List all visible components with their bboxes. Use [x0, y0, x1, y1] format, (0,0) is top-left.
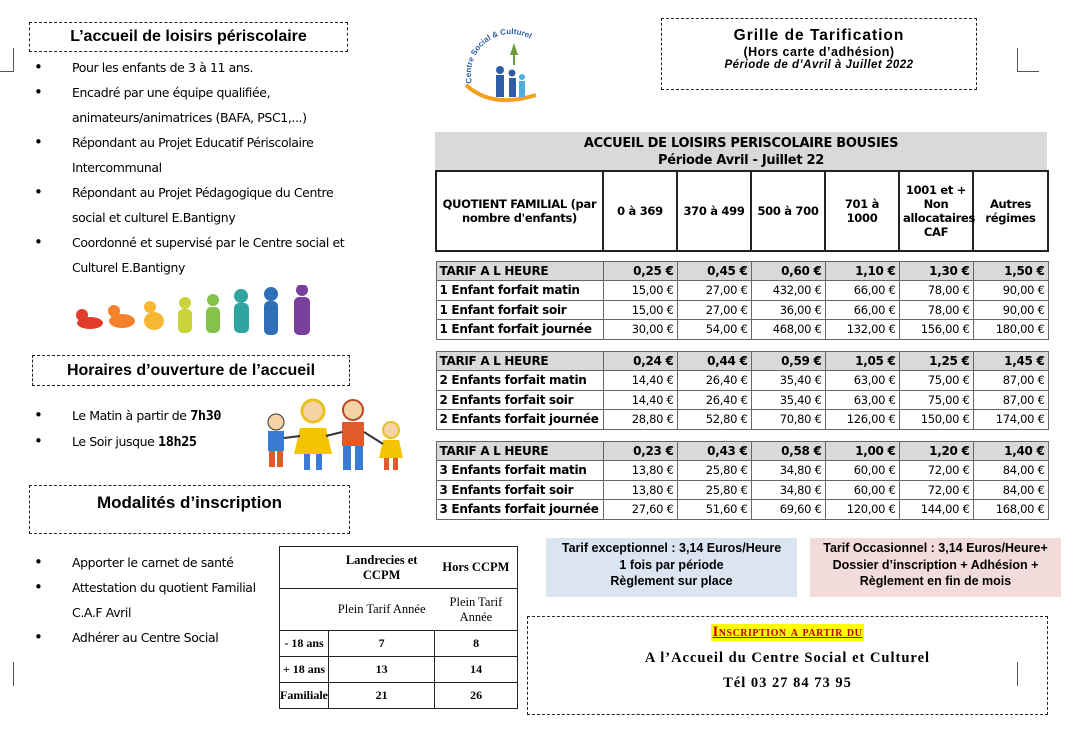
- list-item: • Répondant au Projet Educatif Périscolaire Intercommunal: [30, 130, 350, 180]
- column-header: 1001 et + Non allocataires CAF: [899, 171, 973, 251]
- price-cell: 84,00 €: [973, 461, 1048, 481]
- logo-text: Centre Social & Culturel: [463, 26, 534, 85]
- children-growth-illustration: [72, 285, 330, 337]
- price-cell: 26,40 €: [677, 371, 751, 391]
- price-cell: 75,00 €: [899, 371, 973, 391]
- spacer-cell: [436, 429, 603, 441]
- list-item: • Adhérer au Centre Social: [30, 625, 280, 650]
- tariff-header: [435, 132, 1047, 170]
- table-row: [436, 500, 1048, 520]
- table-cell: 13: [329, 657, 435, 683]
- price-cell: 0,43 €: [677, 441, 751, 461]
- spacer-cell: [751, 251, 825, 261]
- spacer-cell: [973, 251, 1048, 261]
- info-line: Règlement en fin de mois: [859, 574, 1012, 588]
- price-cell: 35,40 €: [751, 371, 825, 391]
- spacer-cell: [899, 429, 973, 441]
- price-cell: 72,00 €: [899, 480, 973, 500]
- price-cell: 28,80 €: [603, 410, 677, 430]
- table-row: [280, 657, 518, 683]
- list-item: • Pour les enfants de 3 à 11 ans.: [30, 55, 350, 80]
- table-spacer-row: [436, 429, 1048, 441]
- row-label: TARIF A L HEURE: [436, 351, 603, 371]
- table-cell: [280, 589, 329, 631]
- row-label: 2 Enfants forfait journée: [436, 410, 603, 430]
- page-title: Grille de Tarification: [733, 27, 905, 44]
- table-cell: 26: [435, 683, 518, 709]
- column-header: Hors CCPM: [435, 547, 518, 589]
- tarif-occasionnel-box: [810, 538, 1061, 597]
- price-cell: 35,40 €: [751, 390, 825, 410]
- page-subtitle: (Hors carte d’adhésion): [743, 45, 895, 59]
- table-row: [436, 461, 1048, 481]
- price-cell: 63,00 €: [825, 390, 899, 410]
- price-cell: 14,40 €: [603, 390, 677, 410]
- price-cell: 54,00 €: [677, 320, 751, 340]
- price-cell: 432,00 €: [751, 281, 825, 301]
- table-row: [436, 441, 1048, 461]
- table-row: [436, 320, 1048, 340]
- table-row: [436, 351, 1048, 371]
- info-line: Dossier d’inscription + Adhésion +: [832, 557, 1039, 572]
- price-cell: 156,00 €: [899, 320, 973, 340]
- price-cell: 84,00 €: [973, 480, 1048, 500]
- price-cell: 70,80 €: [751, 410, 825, 430]
- price-cell: 180,00 €: [973, 320, 1048, 340]
- price-cell: 72,00 €: [899, 461, 973, 481]
- tariff-header-row: [436, 171, 1048, 251]
- row-label: TARIF A L HEURE: [436, 441, 603, 461]
- price-cell: 78,00 €: [899, 300, 973, 320]
- price-cell: 120,00 €: [825, 500, 899, 520]
- spacer-cell: [436, 339, 603, 351]
- list-item: • Attestation du quotient Familial C.A.F Avril: [30, 575, 280, 625]
- tariff-title: ACCUEIL DE LOISIRS PERISCOLAIRE BOUSIES: [583, 136, 899, 151]
- price-cell: 150,00 €: [899, 410, 973, 430]
- table-row: [280, 631, 518, 657]
- person-figure-3: [342, 400, 364, 470]
- list-item: • Encadré par une équipe qualifiée, animateurs/animatrices (BAFA, PSC1,...): [30, 80, 350, 130]
- price-cell: 90,00 €: [973, 300, 1048, 320]
- tarification-header: [661, 18, 977, 90]
- spacer-cell: [751, 429, 825, 441]
- column-subheader: Plein Tarif Année: [329, 589, 435, 631]
- price-cell: 27,00 €: [677, 281, 751, 301]
- list-item: • Coordonné et supervisé par le Centre social et Culturel E.Bantigny: [30, 230, 350, 280]
- price-cell: 25,80 €: [677, 480, 751, 500]
- row-label: - 18 ans: [280, 631, 329, 657]
- horaire-label: Le Soir jusque: [72, 434, 159, 449]
- spacer-cell: [825, 339, 899, 351]
- tarif-exceptionnel-box: [546, 538, 797, 597]
- crop-mark-bottom-left: [0, 662, 14, 686]
- spacer-cell: [899, 251, 973, 261]
- modalites-list: [30, 550, 280, 650]
- price-cell: 27,00 €: [677, 300, 751, 320]
- child-figure-4: [178, 297, 192, 333]
- price-cell: 1,30 €: [899, 261, 973, 281]
- spacer-cell: [677, 339, 751, 351]
- price-cell: 0,59 €: [751, 351, 825, 371]
- info-line: Tarif Occasionnel : 3,14 Euros/Heure+: [823, 541, 1048, 555]
- child-figure-5: [206, 294, 220, 333]
- column-header: 500 à 700: [751, 171, 825, 251]
- spacer-cell: [677, 429, 751, 441]
- column-header: QUOTIENT FAMILIAL (par nombre d'enfants): [436, 171, 603, 251]
- child-figure-1: [76, 309, 103, 329]
- table-row: [436, 300, 1048, 320]
- row-label: 2 Enfants forfait soir: [436, 390, 603, 410]
- price-cell: 34,80 €: [751, 480, 825, 500]
- modalites-title: Modalités d’inscription: [29, 485, 350, 534]
- horaires-title: Horaires d’ouverture de l’accueil: [32, 355, 350, 386]
- price-cell: 132,00 €: [825, 320, 899, 340]
- row-label: 3 Enfants forfait journée: [436, 500, 603, 520]
- price-cell: 1,50 €: [973, 261, 1048, 281]
- centre-social-logo: [462, 25, 560, 110]
- info-line: 1 fois par période: [619, 557, 724, 572]
- price-cell: 126,00 €: [825, 410, 899, 430]
- price-cell: 0,60 €: [751, 261, 825, 281]
- spacer-cell: [973, 339, 1048, 351]
- price-cell: 13,80 €: [603, 480, 677, 500]
- row-label: + 18 ans: [280, 657, 329, 683]
- row-label: 3 Enfants forfait soir: [436, 480, 603, 500]
- price-cell: 26,40 €: [677, 390, 751, 410]
- spacer-cell: [751, 339, 825, 351]
- price-cell: 27,60 €: [603, 500, 677, 520]
- price-cell: 36,00 €: [751, 300, 825, 320]
- price-cell: 30,00 €: [603, 320, 677, 340]
- column-header: 701 à 1000: [825, 171, 899, 251]
- tariff-period: Période Avril - Juillet 22: [658, 153, 824, 168]
- price-cell: 0,58 €: [751, 441, 825, 461]
- accueil-list: [30, 55, 350, 280]
- price-cell: 51,60 €: [677, 500, 751, 520]
- table-row: [280, 547, 518, 589]
- price-cell: 0,25 €: [603, 261, 677, 281]
- spacer-cell: [603, 251, 677, 261]
- child-figure-6: [234, 289, 249, 333]
- child-figure-3: [144, 301, 164, 330]
- row-label: 2 Enfants forfait matin: [436, 371, 603, 391]
- column-header: 370 à 499: [677, 171, 751, 251]
- price-cell: 66,00 €: [825, 281, 899, 301]
- spacer-cell: [899, 339, 973, 351]
- list-item: • Répondant au Projet Pédagogique du Centre social et culturel E.Bantigny: [30, 180, 350, 230]
- page-period: Période de d’Avril à Juillet 2022: [724, 59, 914, 71]
- price-cell: 90,00 €: [973, 281, 1048, 301]
- spacer-cell: [603, 339, 677, 351]
- price-cell: 174,00 €: [973, 410, 1048, 430]
- crop-mark-top-left: [0, 48, 14, 72]
- column-header: 0 à 369: [603, 171, 677, 251]
- price-cell: 1,00 €: [825, 441, 899, 461]
- table-row: [436, 281, 1048, 301]
- price-cell: 75,00 €: [899, 390, 973, 410]
- price-cell: 34,80 €: [751, 461, 825, 481]
- price-cell: 52,80 €: [677, 410, 751, 430]
- row-label: 1 Enfant forfait journée: [436, 320, 603, 340]
- price-cell: 1,10 €: [825, 261, 899, 281]
- horaire-time: 18h25: [158, 434, 197, 450]
- tariff-grid: [435, 132, 1047, 520]
- spacer-cell: [436, 251, 603, 261]
- column-header: Landrecies et CCPM: [329, 547, 435, 589]
- inscription-box: [527, 616, 1048, 715]
- family-illustration: [258, 398, 410, 474]
- price-cell: 0,44 €: [677, 351, 751, 371]
- inscription-phone: Tél 03 27 84 73 95: [723, 675, 852, 691]
- table-row: [280, 589, 518, 631]
- table-row: [436, 261, 1048, 281]
- list-item: • Apporter le carnet de santé: [30, 550, 280, 575]
- crop-mark-top-right: [1017, 48, 1039, 72]
- spacer-cell: [603, 429, 677, 441]
- person-figure-1: [268, 414, 284, 467]
- child-figure-8: [294, 285, 310, 335]
- child-figure-2: [108, 305, 135, 328]
- price-cell: 1,05 €: [825, 351, 899, 371]
- table-row: [436, 410, 1048, 430]
- spacer-cell: [825, 251, 899, 261]
- table-cell: 8: [435, 631, 518, 657]
- price-cell: 0,24 €: [603, 351, 677, 371]
- price-cell: 78,00 €: [899, 281, 973, 301]
- table-cell: 7: [329, 631, 435, 657]
- price-cell: 144,00 €: [899, 500, 973, 520]
- row-label: 1 Enfant forfait soir: [436, 300, 603, 320]
- table-cell: 14: [435, 657, 518, 683]
- row-label: 1 Enfant forfait matin: [436, 281, 603, 301]
- price-cell: 63,00 €: [825, 371, 899, 391]
- price-cell: 87,00 €: [973, 390, 1048, 410]
- table-row: [436, 390, 1048, 410]
- table-row: [436, 371, 1048, 391]
- table-cell: [280, 547, 329, 589]
- table-spacer-row: [436, 339, 1048, 351]
- price-cell: 0,45 €: [677, 261, 751, 281]
- price-cell: 87,00 €: [973, 371, 1048, 391]
- price-cell: 60,00 €: [825, 461, 899, 481]
- adhesion-price-table: [279, 546, 518, 709]
- row-label: TARIF A L HEURE: [436, 261, 603, 281]
- price-cell: 69,60 €: [751, 500, 825, 520]
- price-cell: 60,00 €: [825, 480, 899, 500]
- price-cell: 0,23 €: [603, 441, 677, 461]
- column-header: Autres régimes: [973, 171, 1048, 251]
- table-spacer-row: [436, 251, 1048, 261]
- price-cell: 168,00 €: [973, 500, 1048, 520]
- inscription-location: A l’Accueil du Centre Social et Culturel: [644, 650, 931, 666]
- horaire-label: Le Matin à partir de: [72, 408, 191, 423]
- horaire-time: 7h30: [190, 408, 222, 424]
- price-cell: 1,20 €: [899, 441, 973, 461]
- price-cell: 14,40 €: [603, 371, 677, 391]
- price-cell: 25,80 €: [677, 461, 751, 481]
- info-line: Tarif exceptionnel : 3,14 Euros/Heure: [561, 541, 782, 555]
- row-label: 3 Enfants forfait matin: [436, 461, 603, 481]
- person-figure-4: [379, 422, 403, 470]
- table-row: [436, 480, 1048, 500]
- column-subheader: Plein Tarif Année: [435, 589, 518, 631]
- inscription-title: Inscription a partir du: [712, 624, 863, 640]
- price-cell: 66,00 €: [825, 300, 899, 320]
- price-cell: 15,00 €: [603, 300, 677, 320]
- table-row: [280, 683, 518, 709]
- accueil-title: L’accueil de loisirs périscolaire: [29, 22, 348, 52]
- row-label: Familiale: [280, 683, 329, 709]
- table-cell: 21: [329, 683, 435, 709]
- spacer-cell: [973, 429, 1048, 441]
- spacer-cell: [677, 251, 751, 261]
- spacer-cell: [825, 429, 899, 441]
- price-cell: 1,40 €: [973, 441, 1048, 461]
- price-cell: 15,00 €: [603, 281, 677, 301]
- tariff-table: [435, 170, 1049, 520]
- price-cell: 13,80 €: [603, 461, 677, 481]
- child-figure-7: [264, 287, 278, 335]
- info-line: Règlement sur place: [610, 574, 733, 588]
- price-cell: 468,00 €: [751, 320, 825, 340]
- price-cell: 1,45 €: [973, 351, 1048, 371]
- price-cell: 1,25 €: [899, 351, 973, 371]
